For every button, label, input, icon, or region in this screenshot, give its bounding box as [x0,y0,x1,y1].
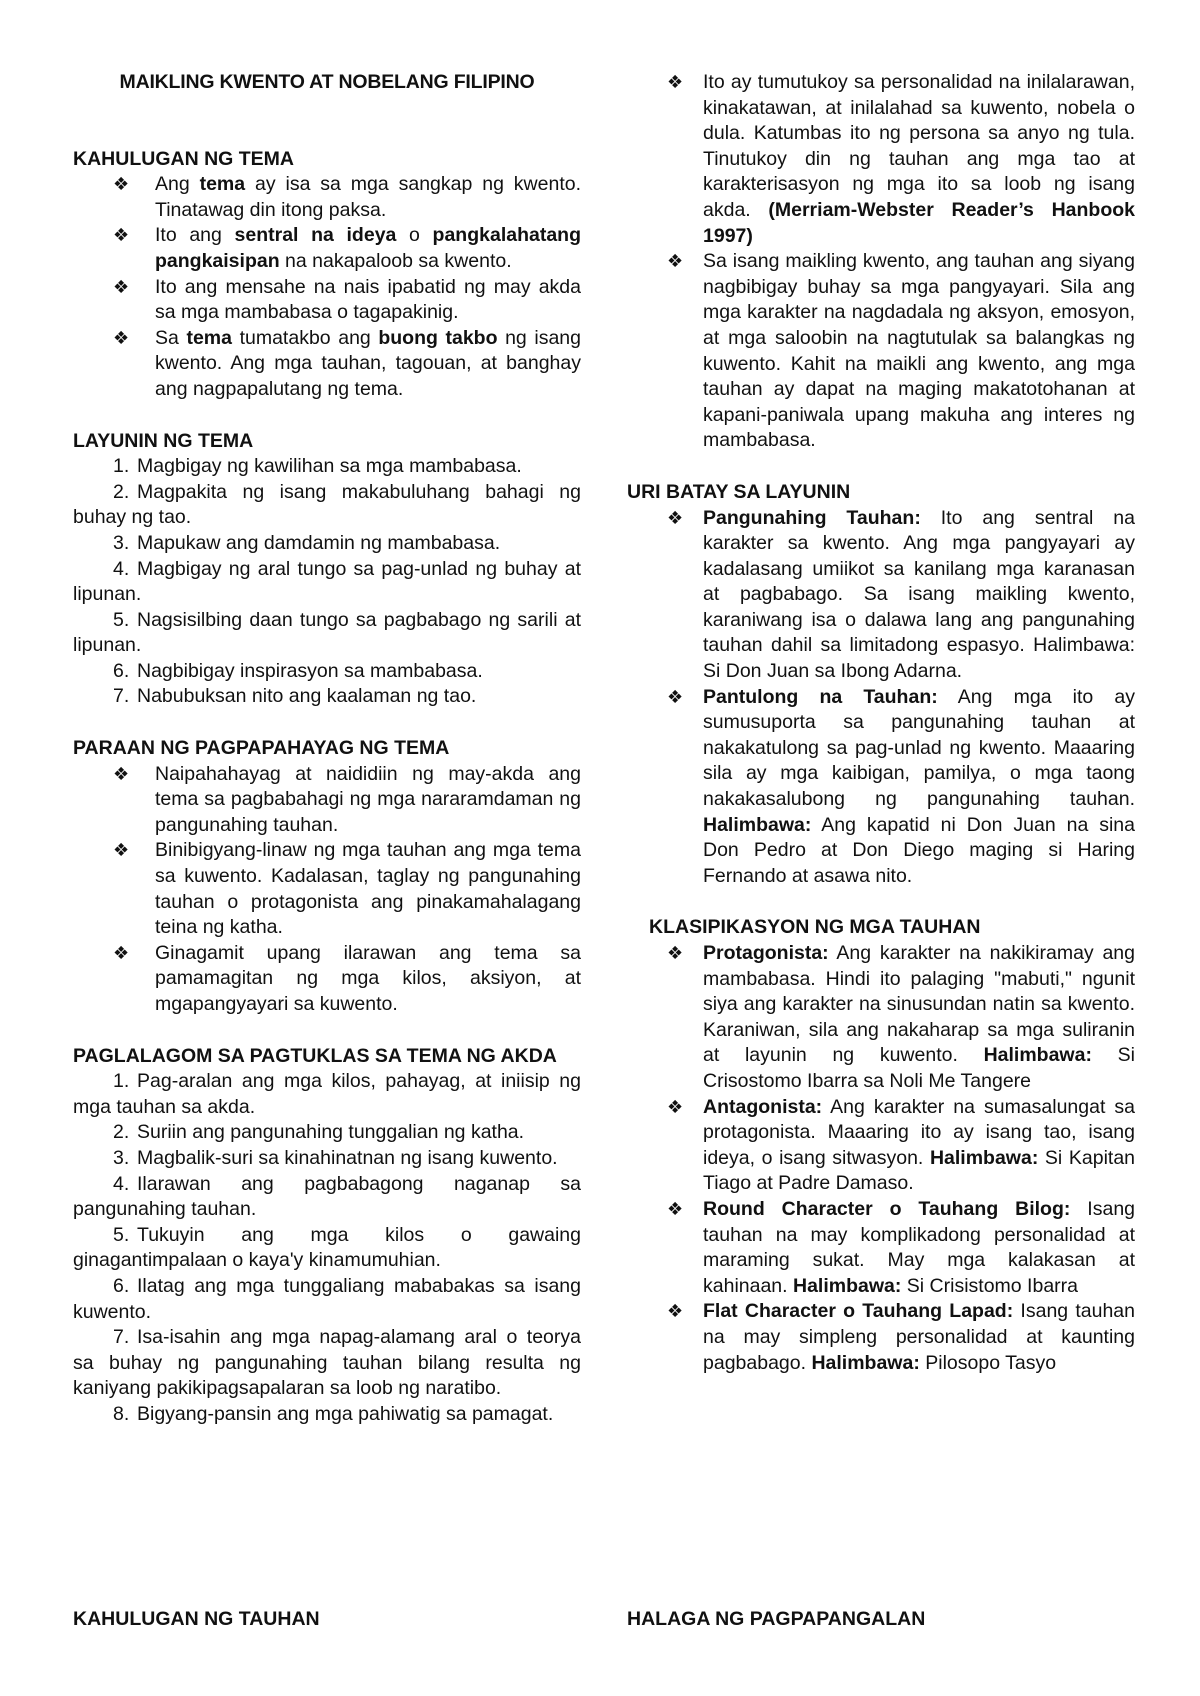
diamond-bullet-icon: ❖ [113,225,130,246]
diamond-bullet-icon: ❖ [667,1096,684,1117]
list-item: ❖ Pantulong na Tauhan: Ang mga ito ay sumusuporta sa pangunahing tauhan at nakakatulong sa pag-unlad ng kwento. Maaaring sila ay mga kaibigan, pamilya, o mga taong nakakasalubong ng pangunahing tauhan. Halimbawa: Ang kapatid ni Don Juan na sina Don Pedro at Don Diego maging si Haring Fernando at asawa nito. [667,685,1136,887]
diamond-bullet-icon: ❖ [113,840,130,861]
heading-paglalagom: PAGLALAGOM SA PAGTUKLAS SA TEMA NG AKDA [73,1044,557,1067]
paglalagom-list [73,1069,581,1427]
uri-list [627,506,1135,890]
diamond-bullet-icon: ❖ [667,72,684,92]
heading-paraan-ng-pagpapahayag: PARAAN NG PAGPAPAHAYAG NG TEMA [73,737,450,760]
heading-klasipikasyon: KLASIPIKASYON NG MGA TAUHAN [649,916,981,939]
list-item: ❖ Protagonista: Ang karakter na nakikiramay ang mambabasa. Hindi ito palaging "mabuti," ngunit siya ang karakter na sinusundan natin sa kwento. Karaniwan, sila ang nakaharap sa mga suliranin at layunin ng kuwento. Halimbawa: Si Crisostomo Ibarra sa Noli Me Tangere [667,942,1135,1092]
list-item: 5. Nagsisilbing daan tungo sa pagbabago ng sarili at lipunan. [73,608,581,657]
list-item: 2. Suriin ang pangunahing tunggalian ng katha. [113,1121,525,1144]
heading-kahulugan-ng-tauhan: KAHULUGAN NG TAUHAN [73,1607,320,1630]
list-item: ❖ Ang tema ay isa sa mga sangkap ng kwento. Tinatawag din itong paksa. [113,173,581,221]
list-item: ❖ Antagonista: Ang karakter na sumasalungat sa protagonista. Maaaring ito ay isang tao, isang ideya, o isang sitwasyon. Halimbawa: Si Kapitan Tiago at Padre Damaso. [667,1095,1136,1195]
list-item: ❖ Pangunahing Tauhan: Ito ang sentral na karakter sa kwento. Ang mga pangyayari ay kadalasang umiikot sa kanilang mga karanasan at pagbabago. Sa isang maikling kwento, karaniwang isa o dalawa lang ang pangunahing tauhan dahil sa limitadong espasyo. Halimbawa: Si Don Juan sa Ibong Adarna. [667,506,1135,683]
list-item: 7. Isa-isahin ang mga napag-alamang aral o teorya sa buhay ng pangunahing tauhan bilang resulta ng kaniyang pakikipagsapalaran sa loob ng naratibo. [73,1326,581,1400]
list-item: ❖ Ito ang mensahe na nais ipabatid ng may akda sa mga mambabasa o tagapakinig. [113,275,581,324]
list-item: ❖ Ito ay tumutukoy sa personalidad na inilalarawan, kinakatawan, at inilalahad sa kuwento, nobela o dula. Katumbas ito ng persona sa anyo ng tula. Tinutukoy din ng tauhan ang mga tao at karakterisasyon ng mga ito sa loob ng isang akda. (Merriam-Webster Reader’s Hanbook 1997) [667,71,1135,247]
list-item: ❖ Naipahahayag at naididiin ng may-akda ang tema sa pagbabahagi ng mga nararamdaman ng pangunahing tauhan. [113,762,581,836]
diamond-bullet-icon: ❖ [113,942,130,963]
list-item: 6. Nagbibigay inspirasyon sa mambabasa. [113,659,483,682]
list-item: ❖ Sa isang maikling kwento, ang tauhan ang siyang nagbibigay buhay sa mga pangyayari. Sila ang mga karakter na nagdadala ng aksyon, emosyon, at mga saloobin na nagtutulak sa balangkas ng kuwento. Kahit na maikli ang kwento, ang mga tauhan ay dapat na maging makatotohanan at kapani-paniwala upang makuha ang interes ng mambabasa. [667,250,1135,452]
list-item: 3. Mapukaw ang damdamin ng mambabasa. [113,531,501,554]
list-item: 4. Magbigay ng aral tungo sa pag-unlad ng buhay at lipunan. [73,557,581,606]
diamond-bullet-icon: ❖ [667,1301,684,1322]
diamond-bullet-icon: ❖ [113,174,130,195]
diamond-bullet-icon: ❖ [113,276,130,297]
list-item: 2. Magpakita ng isang makabuluhang bahagi ng buhay ng tao. [73,480,581,529]
list-item: 4. Ilarawan ang pagbabagong naganap sa pangunahing tauhan. [73,1172,581,1221]
heading-uri-batay-sa-layunin: URI BATAY SA LAYUNIN [627,480,851,503]
tema-definition-list [73,172,581,402]
list-item: ❖ Ginagamit upang ilarawan ang tema sa pamamagitan ng mga kilos, aksiyon, at mgapangyayari sa kuwento. [113,941,581,1015]
diamond-bullet-icon: ❖ [667,251,684,272]
list-item: ❖ Binibigyang-linaw ng mga tauhan ang mga tema sa kuwento. Kadalasan, taglay ng pangunahing tauhan o protagonista ang pinakamahalagang teina ng katha. [113,839,581,939]
list-item: ❖ Flat Character o Tauhang Lapad: Isang tauhan na may simpleng personalidad at kaunting pagbabago. Halimbawa: Pilosopo Tasyo [667,1300,1135,1374]
klasipikasyon-list [627,941,1135,1376]
list-item: ❖ Sa tema tumatakbo ang buong takbo ng isang kwento. Ang mga tauhan, tagouan, at banghay ang nagpapalutang ng tema. [113,326,581,400]
tauhan-definition-list [627,70,1135,454]
list-item: 8. Bigyang-pansin ang mga pahiwatig sa pamagat. [113,1402,554,1425]
list-item: 3. Magbalik-suri sa kinahinatnan ng isang kuwento. [113,1146,558,1169]
list-item: 6. Ilatag ang mga tunggaliang mababakas sa isang kuwento. [73,1274,581,1323]
diamond-bullet-icon: ❖ [113,327,130,348]
list-item: 1. Magbigay ng kawilihan sa mga mambabasa. [113,455,522,478]
list-item: ❖ Ito ang sentral na ideya o pangkalahatang pangkaisipan na nakapaloob sa kwento. [113,224,581,272]
list-item: 7. Nabubuksan nito ang kaalaman ng tao. [113,685,477,708]
list-item: 1. Pag-aralan ang mga kilos, pahayag, at iniisip ng mga tauhan sa akda. [73,1070,581,1118]
diamond-bullet-icon: ❖ [667,1198,684,1219]
diamond-bullet-icon: ❖ [667,943,684,963]
left-column [73,70,581,1428]
list-item: ❖ Round Character o Tauhang Bilog: Isang tauhan na may komplikadong personalidad at maraming sukat. May mga kalakasan at kahinaan. Halimbawa: Si Crisistomo Ibarra [667,1197,1136,1297]
layunin-list [73,454,581,710]
diamond-bullet-icon: ❖ [667,507,684,528]
paraan-list [73,762,581,1018]
document-title: MAIKLING KWENTO AT NOBELANG FILIPINO [119,71,535,93]
diamond-bullet-icon: ❖ [667,686,684,707]
list-item: 5. Tukuyin ang mga kilos o gawaing ginagantimpalaan o kaya'y kinamumuhian. [73,1223,581,1272]
heading-kahulugan-ng-tema: KAHULUGAN NG TEMA [73,147,294,170]
heading-layunin-ng-tema: LAYUNIN NG TEMA [73,429,254,452]
right-column [627,70,1135,1376]
heading-halaga-ng-pagpapangalan: HALAGA NG PAGPAPANGALAN [627,1607,926,1630]
diamond-bullet-icon: ❖ [113,763,130,784]
